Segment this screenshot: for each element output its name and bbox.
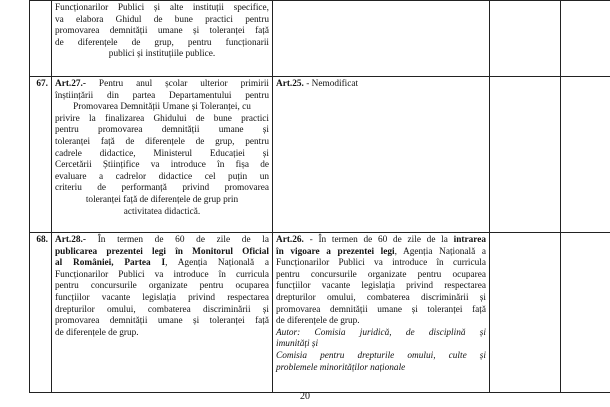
amended-text-cell [273,1,490,77]
article-label: Art.26. [276,235,304,245]
text-fragment: - Nemodificat [303,79,359,89]
text-fragment: , Agenția Națională a [394,246,486,257]
text-fragment: În termen de 60 de zile de la [85,235,269,245]
empty-cell [490,1,561,77]
text-fragment: - În termen de 60 de zile de la [303,235,454,245]
empty-cell [561,1,610,77]
article-label: Art.27.- [55,79,86,89]
initiator-text-cell [52,77,273,233]
text-line: activitatea didactică. [123,206,201,217]
initiator-text-cell [52,233,273,393]
text-line: de diferențele de grup. [276,316,360,327]
row-number [30,1,52,77]
text-line: Funcționarilor Publici și alte instituții specifice, [55,3,269,13]
article-label: Art.25. [276,79,304,89]
text-line [276,235,486,247]
empty-cell [561,233,610,393]
empty-cell [490,77,561,233]
text-line: pentru concursurile organizate pentru ocuparea [276,269,486,280]
text-line: Funcționarilor Publici va introduce în curricula [276,258,486,269]
text-line: toleranței față de diferențele de grup, pentru [55,136,269,147]
text-line: va elabora Ghidul de bune practici pentru [55,14,269,25]
text-line [276,79,486,91]
author-line: imunități și [276,339,319,350]
table-row [30,233,610,393]
author-line: problemele minorităților naționale [276,362,406,373]
text-line: cadrele didactice, Ministerul Educației și [55,148,269,159]
text-line: înștiințării din partea Departamentului pentru [55,90,269,101]
text-line: drepturilor omului, combaterea discriminării și [55,304,269,315]
text-line: pentru promovarea demnității umane și [55,125,269,136]
text-line [55,247,269,259]
text-line: funcțiilor vacante legislația privind respectarea [55,292,269,303]
text-fragment: Pentru anul școlar ulterior primirii [85,79,269,89]
text-fragment: , Agenția Națională a [165,258,269,269]
text-line: toleranței față de diferențele de grup prin [85,194,239,205]
text-line: drepturilor omului, combaterea discriminării și [276,292,486,303]
text-fragment: publicarea prezentei legi în Monitorul Oficial [55,246,269,257]
comparison-table [29,0,610,393]
text-fragment: intrarea [453,235,486,245]
text-line: Funcționarilor Publici va introduce în curricula [55,269,269,280]
page-number: 20 [300,391,310,402]
text-line: funcțiilor vacante legislația privind respectarea [276,281,486,292]
text-line [55,79,269,91]
text-line [55,258,269,270]
empty-cell [561,77,610,233]
text-line: evaluare a cadrelor didactice cel puțin un [55,171,269,182]
text-line [55,235,269,247]
text-line: pentru concursurile organizate pentru ocuparea [55,281,269,292]
amended-text-cell [273,233,490,393]
empty-cell [490,233,561,393]
initiator-text-cell [52,1,273,77]
table-row [30,77,610,233]
table-row [30,1,610,77]
author-line: Autor: Comisia juridică, de disciplină și [276,327,486,338]
article-label: Art.28.- [55,235,86,245]
text-fragment: în vigoare a prezentei legi [276,246,395,257]
text-line: de diferențele de grup. [55,327,139,338]
text-line: Cercetării Științifice va introduce în fișa de [55,160,269,171]
text-line: promovarea demnității umane și toleranței față [276,304,486,315]
text-line [276,247,486,259]
row-number: 68. [30,233,52,393]
text-line: de diferențele de grup, pentru funcționarii [55,37,269,48]
text-line: Promovarea Demnității Umane și Toleranței, cu [73,102,251,113]
row-number: 67. [30,77,52,233]
amended-text-cell [273,77,490,233]
text-fragment: al României, Partea I [55,258,166,269]
text-line: publici și instituțiile publice. [108,49,216,60]
author-line: Comisia pentru drepturile omului, culte și [276,350,486,361]
text-line: promovarea demnității umane și toleranței față [55,26,269,37]
text-line: promovarea demnității umane și toleranței față [55,316,269,327]
text-line: criteriu de performanță privind promovarea [55,183,269,194]
text-line: privire la finalizarea Ghidului de bune practici [55,113,269,124]
